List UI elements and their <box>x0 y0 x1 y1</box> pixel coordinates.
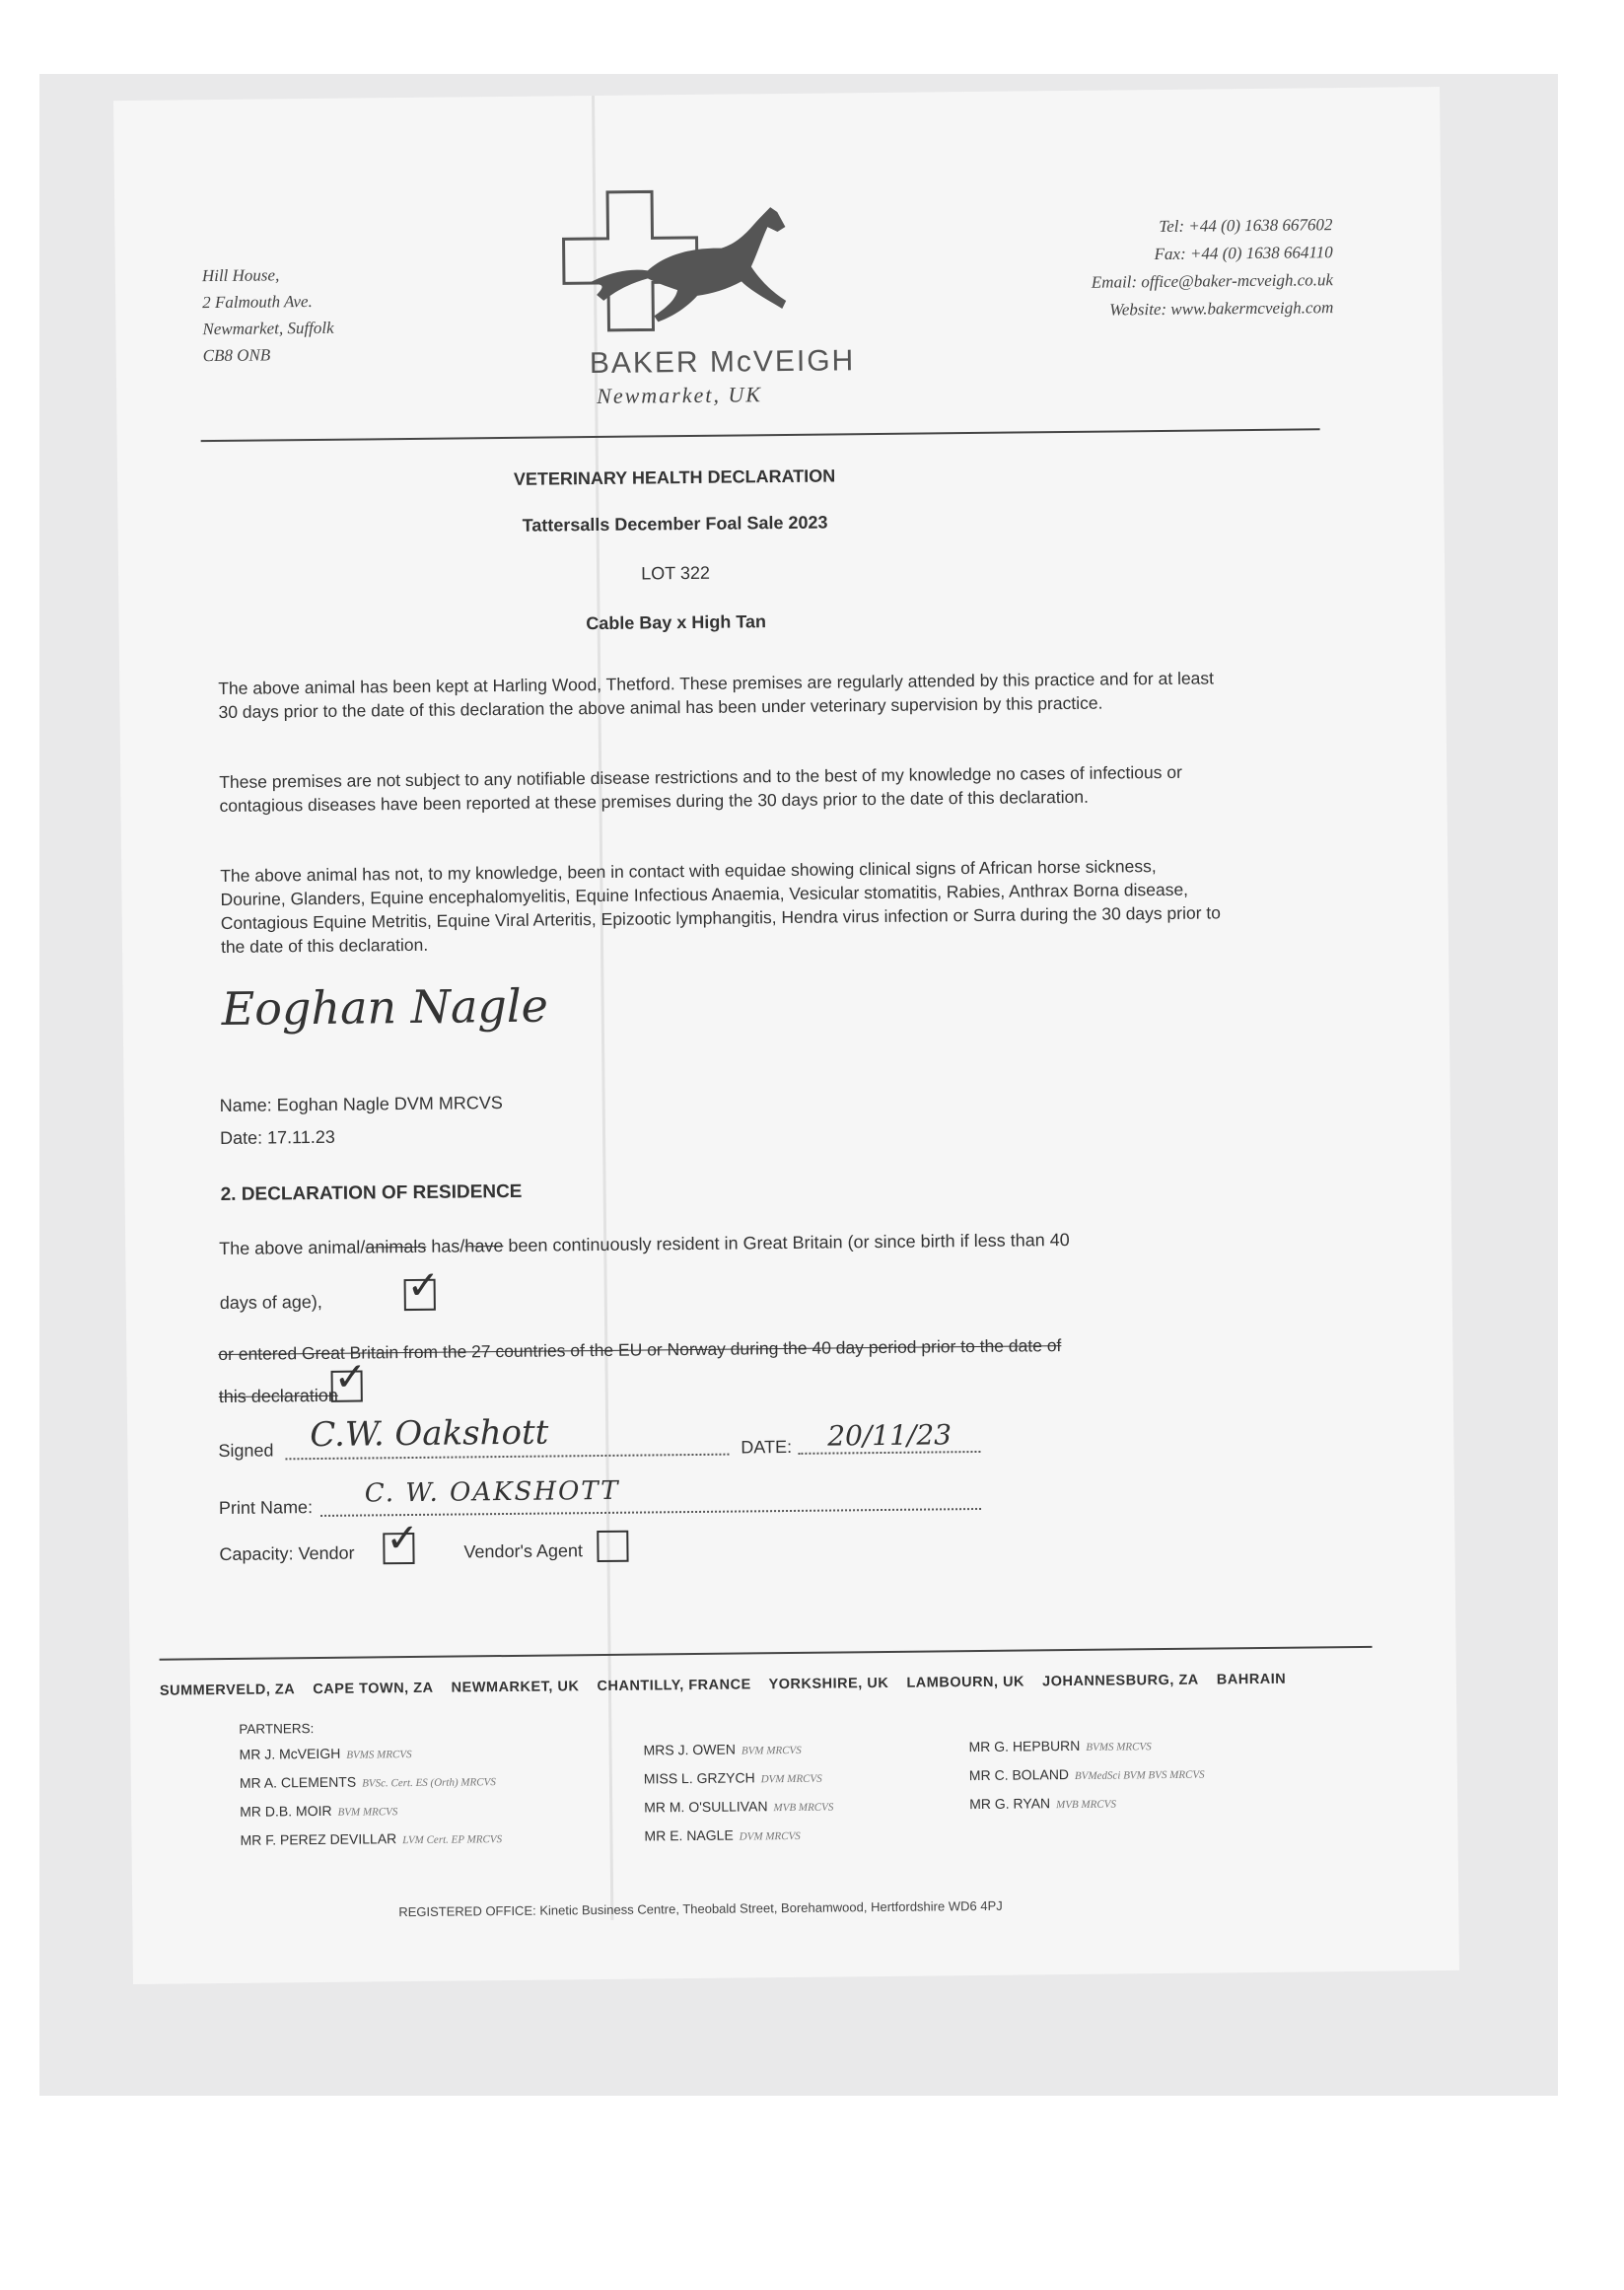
partner-qualification: DVM MRCVS <box>739 1829 801 1843</box>
print-name-label: Print Name: <box>218 1497 314 1519</box>
email-line: Email: office@baker-mcveigh.co.uk <box>1091 270 1334 292</box>
partner-name: MR G. RYAN <box>969 1795 1051 1813</box>
partner-entry <box>968 1732 1204 1762</box>
partners-column-2 <box>643 1736 833 1852</box>
print-name-line <box>320 1508 981 1517</box>
partner-name: MR D.B. MOIR <box>240 1802 332 1820</box>
checkmark-icon: ✓ <box>333 1355 368 1399</box>
paragraph-premises: The above animal has been kept at Harling Wood, Thetford. These premises are regularly attended by this practice and for at least 30 days prior to the date of this declaration the above animal has been under veterinary supervision by this practice. <box>218 668 1215 723</box>
paragraph-disease-restrictions: These premises are not subject to any notifiable disease restrictions and to the best of my knowledge no cases of infectious or contagious diseases have been reported at these premises during the 30 days prior to the date of this declaration. <box>219 761 1182 817</box>
office-location: YORKSHIRE, UK <box>768 1675 889 1693</box>
office-location: SUMMERVELD, ZA <box>159 1682 296 1699</box>
pedigree: Cable Bay x High Tan <box>586 611 767 634</box>
office-address <box>202 261 334 369</box>
partner-qualification: BVM MRCVS <box>741 1744 802 1757</box>
residence-text: has/ <box>426 1236 465 1256</box>
contact-details <box>1091 211 1333 324</box>
partner-entry <box>240 1767 502 1799</box>
struck-text: have <box>464 1236 504 1256</box>
office-locations <box>160 1672 1286 1699</box>
partner-qualification: BVSc. Cert. ES (Orth) MRCVS <box>362 1776 496 1790</box>
paragraph-contact-equidae: The above animal has not, to my knowledge, been in contact with equidae showing clinical signs of African horse sickness, Dourine, Glanders, Equine encephalomyelitis, Equine Infectious Anaemia, Vesicular stomatitis, Rabies, Anthrax Borna disease, Contagious Equine Metritis, Equine Viral Arteritis, Epizootic lymphangitis, Hendra virus infection or Surra during the 30 days prior to the date of this declaration. <box>220 856 1222 957</box>
office-location: CHANTILLY, FRANCE <box>597 1677 751 1695</box>
checkmark-icon: ✓ <box>386 1516 420 1561</box>
date-label: DATE: <box>741 1436 793 1458</box>
residence-heading: 2. DECLARATION OF RESIDENCE <box>220 1181 523 1206</box>
struck-declaration: this declaration <box>218 1385 338 1407</box>
header-divider <box>201 428 1320 442</box>
partners-column-3 <box>968 1732 1205 1820</box>
partner-entry <box>644 1764 833 1795</box>
partner-qualification: MVB MRCVS <box>773 1801 834 1815</box>
brand-name: BAKER McVEIGH <box>589 344 856 381</box>
partner-entry <box>239 1739 501 1770</box>
vet-name: Name: Eoghan Nagle DVM MRCVS <box>219 1093 503 1116</box>
partner-entry <box>969 1789 1205 1820</box>
residence-line-1 <box>219 1230 1070 1259</box>
cross-horse-logo <box>548 181 836 342</box>
office-location: NEWMARKET, UK <box>451 1679 580 1696</box>
partner-entry <box>240 1825 502 1856</box>
lot-number: LOT 322 <box>641 562 711 584</box>
agent-checkbox[interactable] <box>597 1531 628 1562</box>
office-location: CAPE TOWN, ZA <box>313 1680 434 1698</box>
partner-name: MR C. BOLAND <box>968 1766 1070 1784</box>
partners-column-1 <box>239 1739 502 1856</box>
partner-entry <box>969 1760 1205 1791</box>
partners-label: PARTNERS: <box>239 1721 315 1737</box>
partner-entry <box>643 1736 832 1766</box>
partner-name: MR G. HEPBURN <box>968 1737 1081 1755</box>
address-line: Hill House, <box>201 265 280 286</box>
partner-name: MR M. O'SULLIVAN <box>644 1798 768 1816</box>
office-location: LAMBOURN, UK <box>906 1674 1025 1691</box>
struck-eu-entry: or entered Great Britain from the 27 countries of the EU or Norway during the 40 day period prior to the date of <box>218 1335 1062 1365</box>
partner-qualification: BVMS MRCVS <box>1086 1741 1152 1753</box>
partner-name: MR E. NAGLE <box>644 1826 734 1844</box>
partner-name: MR J. McVEIGH <box>239 1745 341 1762</box>
footer-divider <box>160 1646 1373 1661</box>
struck-text: animals <box>365 1236 427 1257</box>
brand-location: Newmarket, UK <box>597 382 763 408</box>
office-location: BAHRAIN <box>1216 1671 1287 1688</box>
declaration-heading: VETERINARY HEALTH DECLARATION <box>513 465 836 489</box>
partner-qualification: DVM MRCVS <box>760 1772 822 1786</box>
residence-text: been continuously resident in Great Britain (or since birth if less than 40 <box>503 1230 1070 1256</box>
agent-label: Vendor's Agent <box>463 1540 584 1562</box>
address-line: 2 Falmouth Ave. <box>202 291 313 313</box>
partner-name: MR F. PEREZ DEVILLAR <box>240 1830 397 1848</box>
partner-qualification: BVM MRCVS <box>337 1806 398 1819</box>
residence-line-2: days of age), <box>219 1291 322 1314</box>
sale-name: Tattersalls December Foal Sale 2023 <box>522 512 828 536</box>
partner-qualification: BVMedSci BVM BVS MRCVS <box>1074 1768 1205 1782</box>
vet-date: Date: 17.11.23 <box>219 1126 335 1149</box>
signed-label: Signed <box>218 1440 274 1462</box>
partner-entry <box>644 1822 833 1852</box>
phone-line: Tel: +44 (0) 1638 667602 <box>1159 215 1333 236</box>
residence-text: The above animal/ <box>219 1237 366 1259</box>
signed-date: 20/11/23 <box>827 1418 953 1453</box>
document-page <box>113 87 1459 1984</box>
fax-line: Fax: +44 (0) 1638 664110 <box>1154 243 1333 264</box>
partner-name: MISS L. GRZYCH <box>643 1769 755 1787</box>
address-line: CB8 ONB <box>202 345 271 366</box>
printed-name: C. W. OAKSHOTT <box>364 1475 620 1509</box>
vendor-signature: C.W. Oakshott <box>310 1412 549 1456</box>
address-line: Newmarket, Suffolk <box>202 318 334 339</box>
partner-qualification: LVM Cert. EP MRCVS <box>402 1833 503 1847</box>
partner-entry <box>644 1793 833 1824</box>
registered-office: REGISTERED OFFICE: Kinetic Business Centre, Theobald Street, Borehamwood, Hertfordshire WD6 4PJ <box>398 1897 1003 1920</box>
checkmark-icon: ✓ <box>406 1263 441 1309</box>
capacity-label: Capacity: Vendor <box>219 1542 355 1565</box>
partner-name: MRS J. OWEN <box>643 1741 737 1758</box>
office-location: JOHANNESBURG, ZA <box>1042 1672 1199 1690</box>
website-line: Website: www.bakermcveigh.com <box>1109 298 1334 320</box>
partner-qualification: BVMS MRCVS <box>346 1749 412 1761</box>
partner-qualification: MVB MRCVS <box>1056 1798 1116 1812</box>
partner-entry <box>240 1796 502 1827</box>
partner-name: MR A. CLEMENTS <box>239 1773 357 1791</box>
vet-signature: Eoghan Nagle <box>221 978 549 1036</box>
